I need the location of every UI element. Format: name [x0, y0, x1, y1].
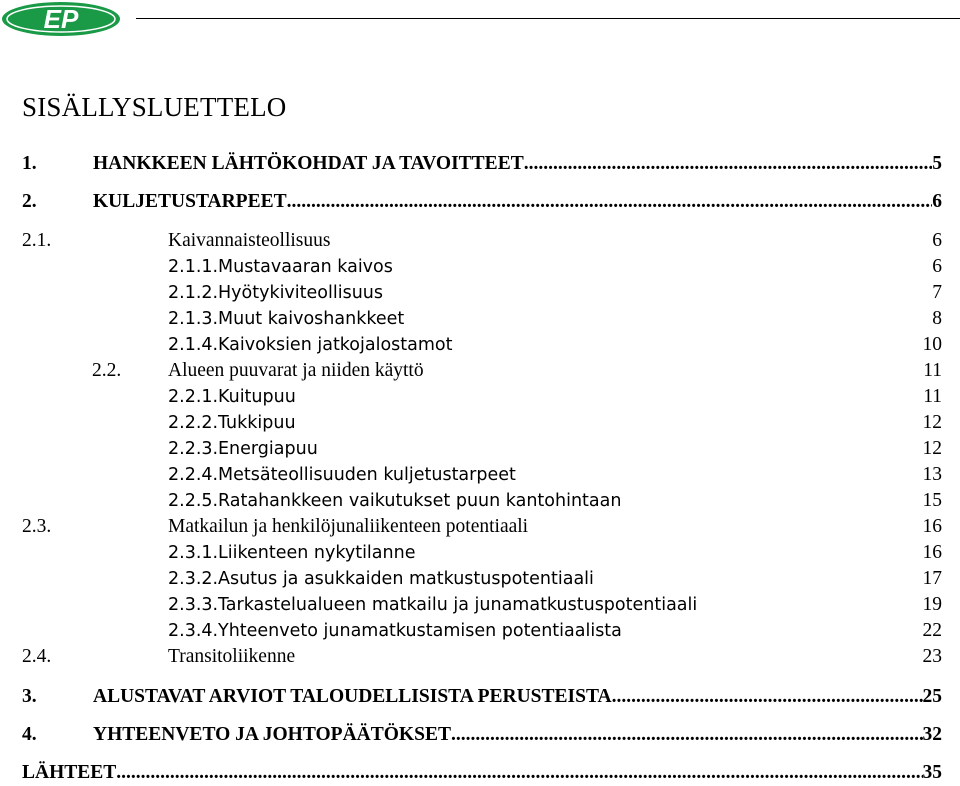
toc-entry-label: YHTEENVETO JA JOHTOPÄÄTÖKSET [93, 724, 451, 745]
toc-entry-page: 11 [923, 386, 942, 407]
toc-entry-page: 12 [922, 438, 942, 459]
toc-entry-page: 5 [932, 153, 942, 174]
toc-entry-number: 2.3.4. [168, 621, 219, 641]
toc-entry-page: 13 [922, 464, 942, 485]
toc-entry-page: 15 [922, 490, 942, 511]
toc-entry-number: 1. [22, 153, 37, 174]
toc-entry-page: 11 [923, 360, 942, 381]
toc-entry-number: 4. [22, 724, 37, 745]
toc-entry-number: 2.3.3. [168, 595, 219, 615]
toc-entry-number: 2.2.4. [168, 465, 219, 485]
header-rule [136, 18, 960, 19]
toc-entry-label: Mustavaaran kaivos [218, 257, 393, 277]
dot-leader [116, 761, 922, 785]
toc-entry-label: Tarkastelualueen matkailu ja junamatkustuspotentiaali [218, 595, 698, 615]
toc-entry-page: 17 [922, 568, 942, 589]
toc-entry-sources[interactable] [22, 761, 942, 785]
ep-logo [0, 0, 122, 40]
toc-entry-page: 8 [932, 308, 942, 329]
toc-entry-page: 35 [922, 762, 942, 783]
toc-entry-1[interactable] [22, 152, 942, 176]
toc-entry-label: LÄHTEET [22, 762, 117, 783]
toc-entry-number: 2.2.5. [168, 491, 219, 511]
toc-entry-number: 2.4. [22, 646, 52, 667]
toc-entry-label: Asutus ja asukkaiden matkustuspotentiaali [218, 569, 594, 589]
toc-entry-page: 6 [932, 256, 942, 277]
toc-entry-number: 2.3.2. [168, 569, 219, 589]
toc-entry-label: Transitoliikenne [168, 646, 296, 667]
toc-entry-page: 32 [922, 724, 942, 745]
toc-entry-number: 2.1.4. [168, 335, 219, 355]
toc-entry-label: Kaivoksien jatkojalostamot [218, 335, 453, 355]
toc-entry-label: Hyötykiviteollisuus [218, 283, 383, 303]
toc-entry-label: Metsäteollisuuden kuljetustarpeet [218, 465, 516, 485]
toc-title: SISÄLLYSLUETTELO [22, 92, 287, 122]
toc-entry-number: 2.1.3. [168, 309, 219, 329]
toc-entry-number: 2.2.3. [168, 439, 219, 459]
toc-entry-number: 2.1.1. [168, 257, 219, 277]
toc-entry-label: Liikenteen nykytilanne [218, 543, 416, 563]
toc-entry-page: 6 [932, 230, 942, 251]
toc-entry-page: 16 [922, 542, 942, 563]
toc-entry-label: ALUSTAVAT ARVIOT TALOUDELLISISTA PERUSTEISTA [93, 686, 612, 707]
toc-entry-page: 22 [922, 620, 942, 641]
toc-entry-page: 6 [932, 191, 942, 212]
toc-entry-label: Matkailun ja henkilöjunaliikenteen potentiaali [168, 516, 529, 537]
toc-entry-number: 3. [22, 686, 37, 707]
toc-entry-number: 2.2.1. [168, 387, 219, 407]
toc-entry-number: 2.2. [92, 360, 122, 381]
toc-entry-label: Tukkipuu [218, 413, 296, 433]
toc-entry-label: Muut kaivoshankkeet [218, 309, 405, 329]
toc-entry-label: Ratahankkeen vaikutukset puun kantohintaan [218, 491, 622, 511]
toc-entry-page: 7 [932, 282, 942, 303]
dot-leader [524, 152, 933, 176]
toc-entry-2[interactable] [22, 190, 942, 214]
toc-entry-page: 12 [922, 412, 942, 433]
dot-leader [612, 685, 923, 709]
toc-entry-number: 2.2.2. [168, 413, 219, 433]
toc-entry-page: 16 [922, 516, 942, 537]
toc-entry-label: KULJETUSTARPEET [93, 191, 287, 212]
toc-entry-number: 2. [22, 191, 37, 212]
toc-entry-number: 2.1.2. [168, 283, 219, 303]
toc-entry-label: Kaivannaisteollisuus [168, 230, 331, 251]
toc-entry-page: 25 [922, 686, 942, 707]
toc-entry-label: HANKKEEN LÄHTÖKOHDAT JA TAVOITTEET [93, 153, 524, 174]
toc-entry-page: 10 [922, 334, 942, 355]
dot-leader [451, 723, 923, 747]
toc-entry-label: Alueen puuvarat ja niiden käyttö [168, 360, 424, 381]
toc-entry-label: Kuitupuu [218, 387, 296, 407]
toc-entry-number: 2.3. [22, 516, 52, 537]
toc-entry-label: Yhteenveto junamatkustamisen potentiaalista [218, 621, 622, 641]
logo-text: EP [43, 4, 79, 34]
toc-entry-page: 23 [922, 646, 942, 667]
toc-entry-3[interactable] [22, 685, 942, 709]
toc-entry-number: 2.1. [22, 230, 52, 251]
toc-entry-4[interactable] [22, 723, 942, 747]
toc-entry-label: Energiapuu [218, 439, 318, 459]
toc-entry-number: 2.3.1. [168, 543, 219, 563]
toc-entry-page: 19 [922, 594, 942, 615]
dot-leader [287, 190, 933, 214]
